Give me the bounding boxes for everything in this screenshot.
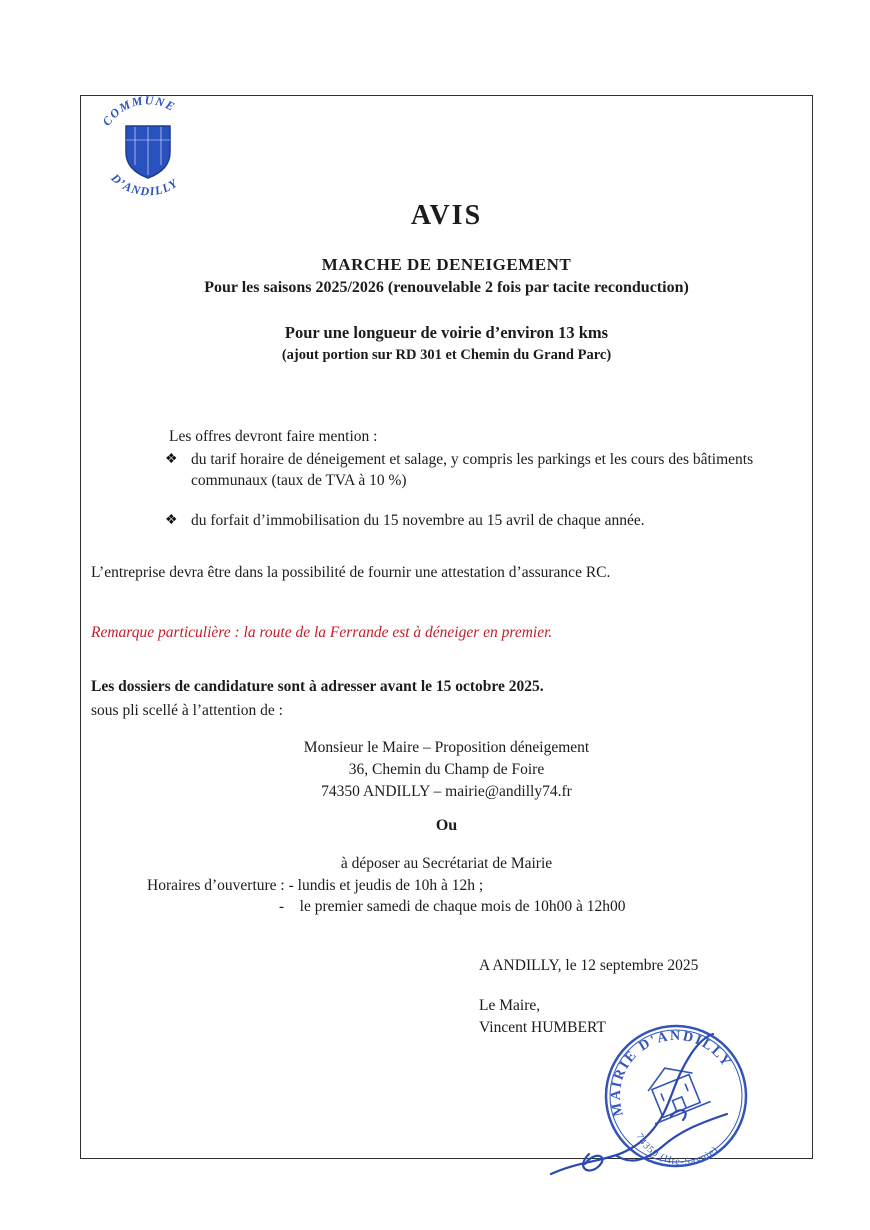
- subtitle-addition: (ajout portion sur RD 301 et Chemin du Grand Parc): [281, 347, 612, 363]
- or-separator: Ou: [435, 817, 458, 834]
- deadline-sub: sous pli scellé à l’attention de :: [91, 702, 283, 719]
- svg-text:74350 (Hte-Savoie): [633, 1108, 722, 1185]
- mairie-stamp: [521, 996, 791, 1196]
- commune-logo-svg: [93, 96, 203, 201]
- mailing-address: [81, 737, 812, 803]
- signoff-name: Vincent HUMBERT: [479, 1019, 606, 1036]
- list-item: [165, 510, 817, 531]
- stamp-circle-group: [585, 1005, 768, 1190]
- bullet-text-forfait: du forfait d’immobilisation du 15 novembre au 15 avril de chaque année.: [191, 512, 645, 529]
- shield-icon: [126, 126, 170, 178]
- commune-logo: [93, 96, 203, 201]
- subtitle-market: MARCHE DE DENEIGEMENT: [321, 255, 572, 274]
- special-remark: Remarque particulière : la route de la Ferrande est à déneiger en premier.: [91, 624, 553, 641]
- opening-hours-line2: - le premier samedi de chaque mois de 10h00 à 12h00: [279, 898, 626, 915]
- logo-arc-top-text: COMMUNE: [99, 96, 179, 129]
- document-page: [80, 95, 813, 1168]
- svg-text:COMMUNE: [99, 96, 178, 128]
- subtitle-seasons: Pour les saisons 2025/2026 (renouvelable 2 fois par tacite reconduction): [204, 279, 689, 296]
- subtitle-length: Pour une longueur de voirie d’environ 13 kms: [284, 323, 609, 342]
- diamond-bullet-icon: ❖: [165, 452, 178, 467]
- svg-text:MAIRIE D'ANDILLY: [588, 1009, 737, 1120]
- insurance-note: L’entreprise devra être dans la possibilité de fournir une attestation d’assurance RC.: [91, 564, 611, 581]
- logo-arc-bottom-text: D’ANDILLY: [108, 170, 181, 199]
- stamp-svg: [521, 996, 791, 1196]
- address-line-street: 36, Chemin du Champ de Foire: [348, 761, 545, 778]
- offers-intro: Les offres devront faire mention :: [169, 428, 378, 445]
- bullet-text-tarif: du tarif horaire de déneigement et salage, y compris les parkings et les cours des bâtiments communaux (taux de TVA à 10 %): [191, 451, 754, 489]
- list-item: [165, 449, 817, 491]
- deadline-statement: Les dossiers de candidature sont à adresser avant le 15 octobre 2025.: [91, 678, 544, 695]
- diamond-bullet-icon: ❖: [165, 513, 178, 528]
- address-line-city-email: 74350 ANDILLY – mairie@andilly74.fr: [321, 783, 572, 800]
- opening-hours-line1: Horaires d’ouverture : - lundis et jeudis de 10h à 12h ;: [147, 877, 484, 894]
- stamp-arc-top-text: MAIRIE D'ANDILLY: [608, 1028, 735, 1118]
- page-title: AVIS: [410, 200, 483, 231]
- stamp-arc-bottom-text: 74350 (Hte-Savoie): [633, 1131, 721, 1168]
- address-line-recipient: Monsieur le Maire – Proposition déneigement: [303, 739, 590, 756]
- deposit-line: à déposer au Secrétariat de Mairie: [340, 855, 553, 872]
- dateline: A ANDILLY, le 12 septembre 2025: [479, 957, 699, 974]
- signoff-role: Le Maire,: [479, 997, 541, 1014]
